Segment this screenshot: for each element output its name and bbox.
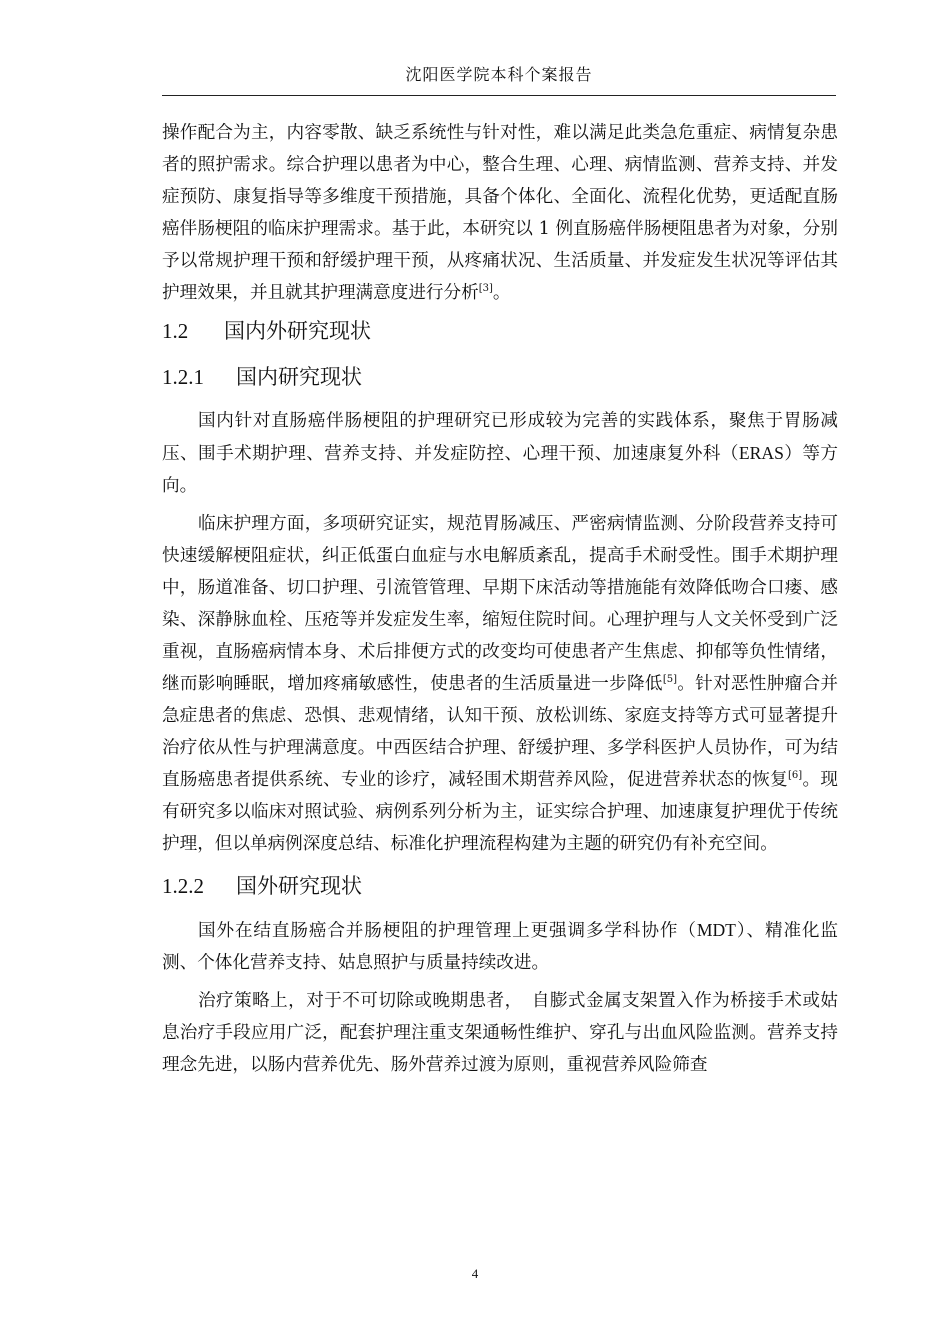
abbreviation: ERAS <box>738 443 784 463</box>
citation: [5] <box>662 674 677 686</box>
paragraph-text: 。现有研究多以临床对照试验、病例系列分析为主，证实综合护理、加速康复护理优于传统护理，但以单病例深度总结、标准化护理流程构建为主题的研究仍有补充空间。 <box>162 770 838 854</box>
paragraph-text: 国内针对直肠癌伴肠梗阻的护理研究已形成较为完善的实践体系，聚焦于胃肠减压、围手术期护理、营养支持、并发症防控、心理干预、加速康复外科（ <box>162 411 838 464</box>
page-number: 4 <box>471 1266 479 1281</box>
subsection-title: 国内研究现状 <box>236 365 362 389</box>
paragraph-treatment-strategy <box>162 985 838 1081</box>
paragraph-clinical-nursing <box>162 508 838 860</box>
subsection-heading <box>162 866 838 906</box>
subsection-number: 1.2.2 <box>162 874 204 898</box>
paragraph-text: 临床护理方面，多项研究证实，规范胃肠减压、严密病情监测、分阶段营养支持可快速缓解梗阻症状，纠正低蛋白血症与水电解质紊乱，提高手术耐受性。围手术期护理中，肠道准备、切口护理、引流管管理、早期下床活动等措施能有效降低吻合口瘘、感染、深静脉血栓、压疮等并发症发生率，缩短住院时间。心理护理与人文关怀受到广泛重视，直肠癌病情本身、术后排便方式的改变均可使患者产生焦虑、抑郁等负性情绪，继而影响睡眠，增加疼痛敏感性，使患者的生活质量进一步降低 <box>162 514 838 694</box>
citation: [3] <box>478 283 493 295</box>
paragraph-domestic-overview <box>162 405 838 502</box>
paragraph-intro-continued <box>162 117 838 309</box>
paragraph-text: 国外在结直肠癌合并肠梗阻的护理管理上更强调多学科协作（ <box>198 921 697 941</box>
running-header: 沈阳医学院本科个案报告 <box>405 65 593 84</box>
subsection-heading <box>162 357 838 397</box>
section-number: 1.2 <box>162 319 189 343</box>
paragraph-foreign-overview <box>162 914 838 979</box>
section-heading <box>162 311 838 351</box>
header-divider <box>162 95 836 96</box>
paragraph-text: 。 <box>492 283 511 303</box>
subsection-title: 国外研究现状 <box>236 874 362 898</box>
section-title: 国内外研究现状 <box>224 319 371 343</box>
paragraph-text: 治疗策略上，对于不可切除或晚期患者， 自膨式金属支架置入作为桥接手术或姑息治疗手段应用广泛，配套护理注重支架通畅性维护、穿孔与出血风险监测。营养支持理念先进，以肠内营养优先、肠外营养过渡为原则，重视营养风险筛查 <box>162 991 838 1075</box>
paragraph-text: 。针对恶性肿瘤合并急症患者的焦虑、恐惧、悲观情绪，认知干预、放松训练、家庭支持等方式可显著提升治疗依从性与护理满意度。中西医结合护理、舒缓护理、多学科医护人员协作，可为结直肠癌患者提供系统、专业的诊疗，减轻围术期营养风险，促进营养状态的恢复 <box>162 674 838 790</box>
abbreviation: MDT <box>696 920 736 940</box>
citation: [6] <box>788 770 803 782</box>
subsection-number: 1.2.1 <box>162 365 204 389</box>
paragraph-text: 操作配合为主，内容零散、缺乏系统性与针对性，难以满足此类急危重症、病情复杂患者的照护需求。综合护理以患者为中心，整合生理、心理、病情监测、营养支持、并发症预防、康复指导等多维度干预措施，具备个体化、全面化、流程化优势，更适配直肠癌伴肠梗阻的临床护理需求。基于此，本研究以 1 例直肠癌伴肠梗阻患者为对象，分别予以常规护理干预和舒缓护理干预，从疼痛状况、生活质量、并发症发生状况等评估其护理效果，并且就其护理满意度进行分析 <box>162 123 838 303</box>
paragraph-text: ）等方向。 <box>162 444 838 496</box>
paragraph-text: ）、精准化监测、个体化营养支持、姑息照护与质量持续改进。 <box>162 921 838 973</box>
page-body <box>162 117 838 1081</box>
